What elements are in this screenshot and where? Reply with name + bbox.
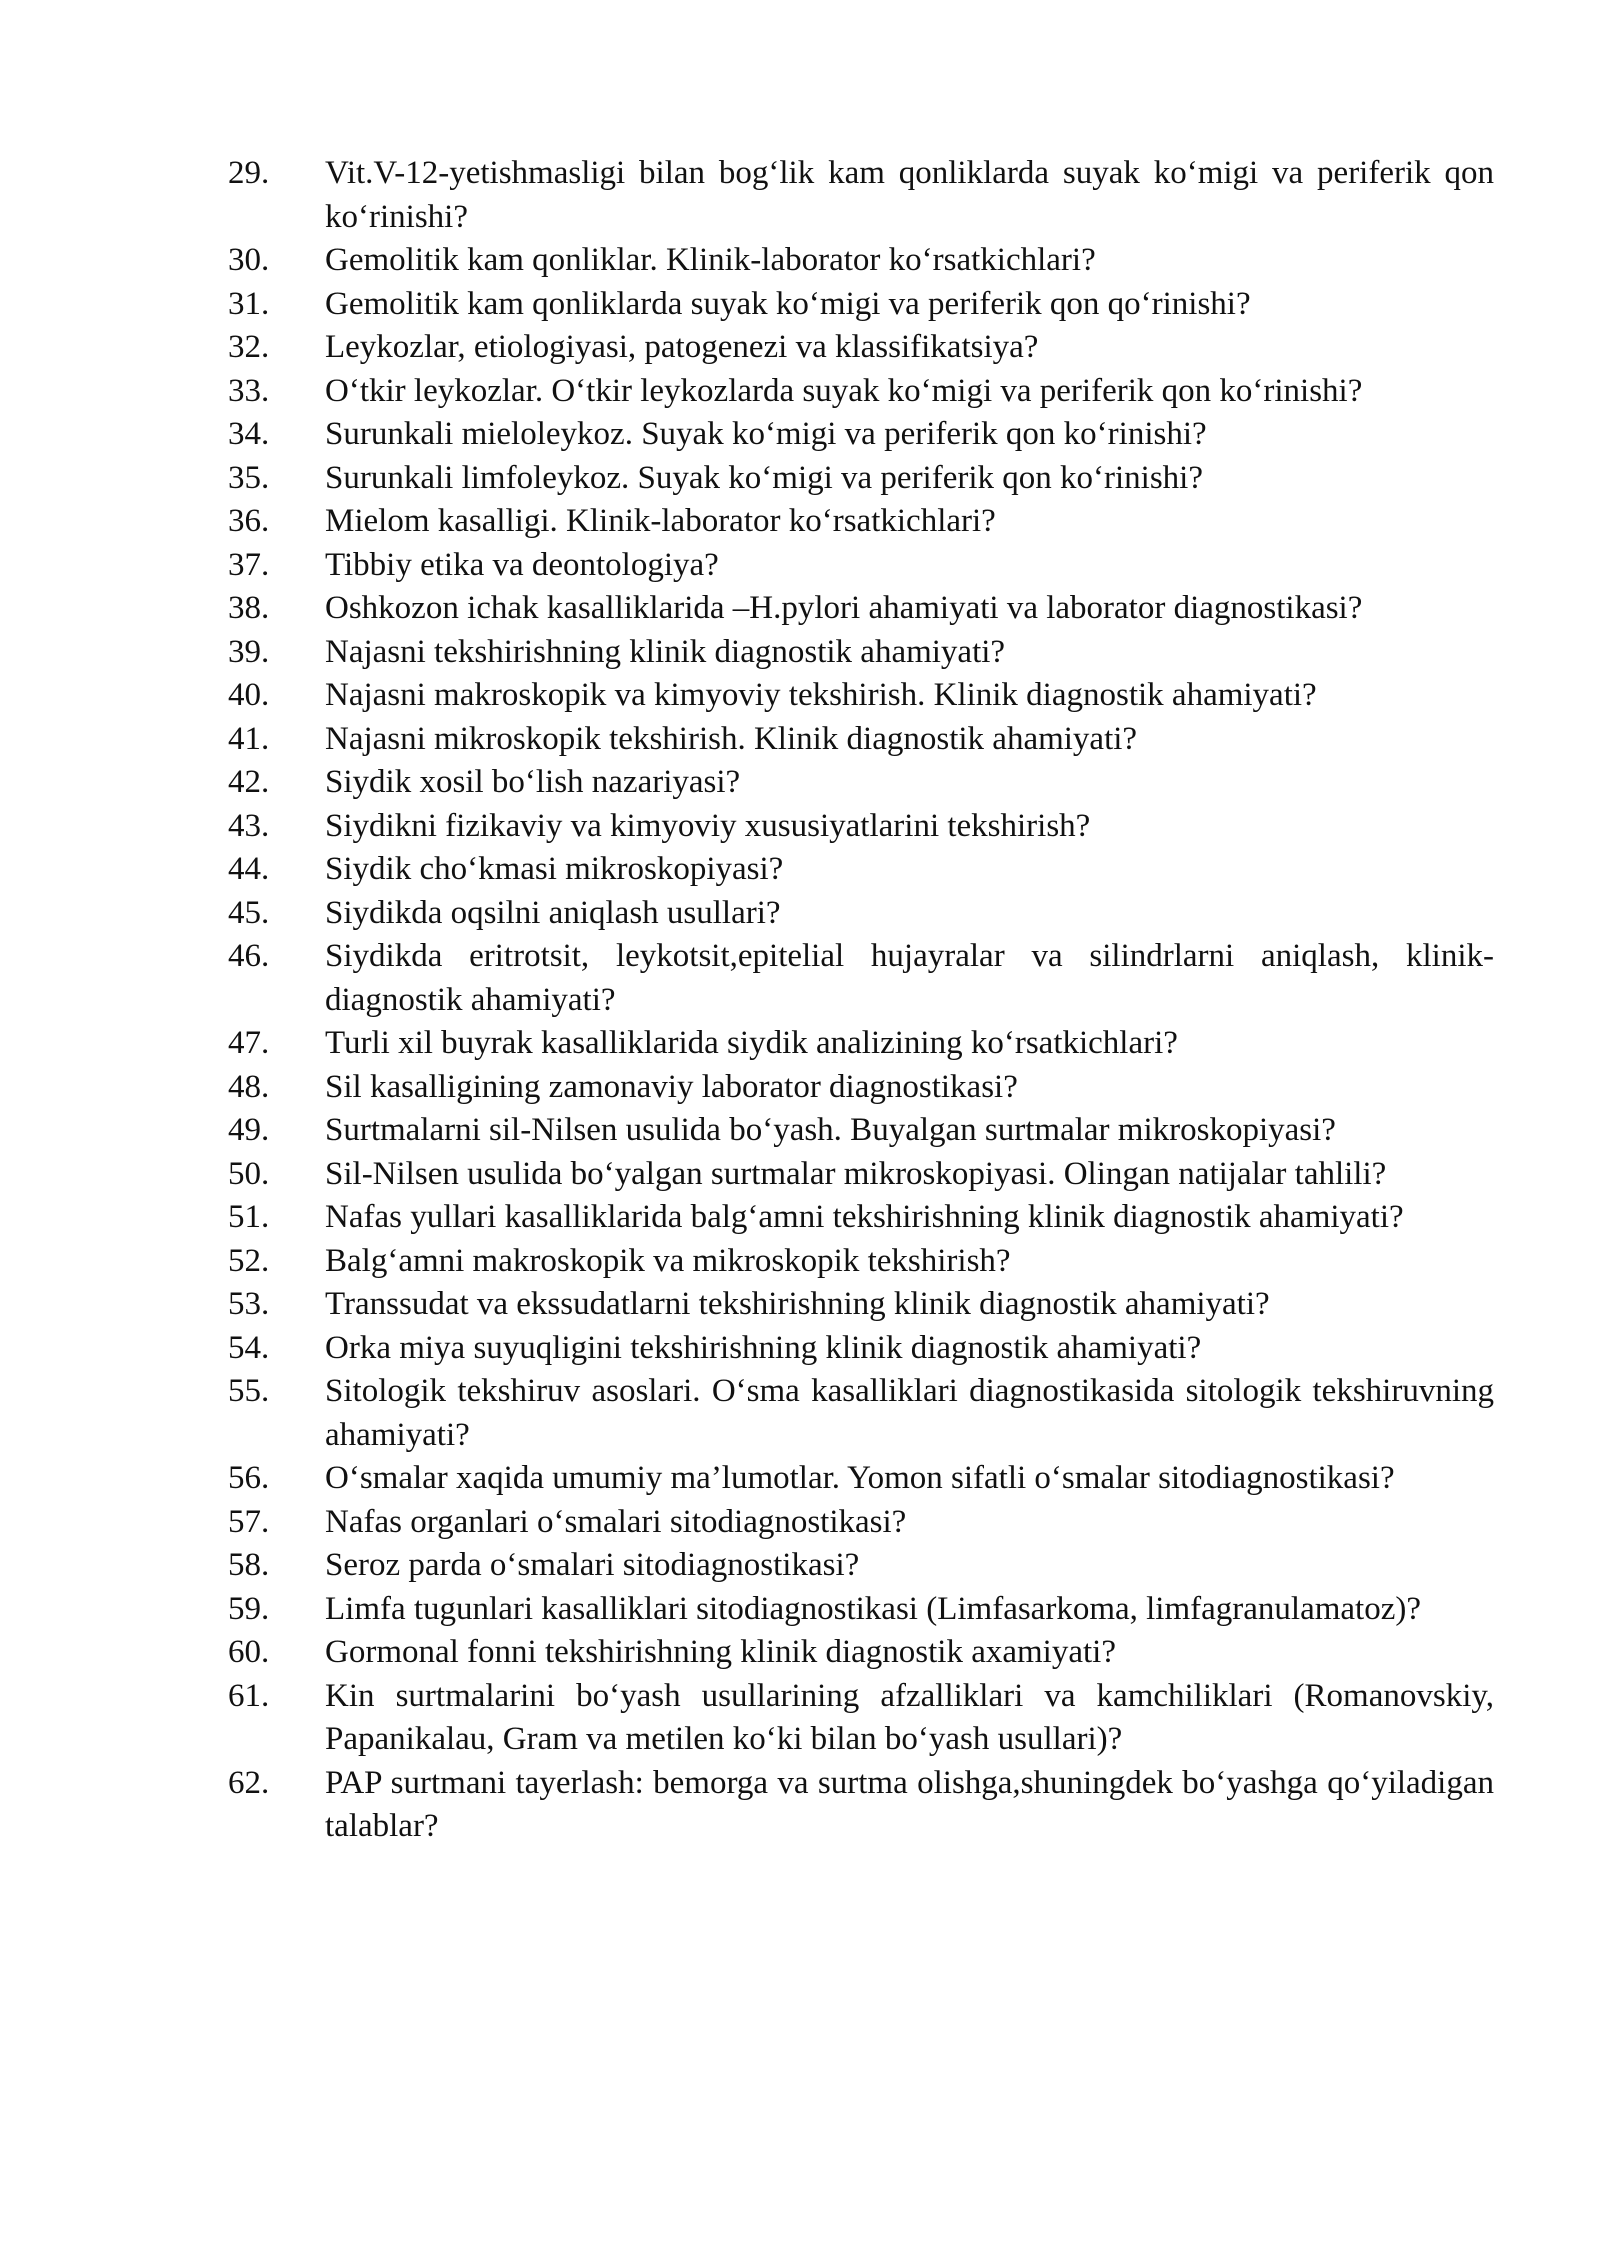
list-item [228,544,1494,588]
list-item [228,283,1494,327]
list-item [228,1066,1494,1110]
item-text: Kin surtmalarini bo‘yash usullarining afzalliklari va kamchiliklari (Romanovskiy, Papanikalau, Gram va metilen ko‘ki bilan bo‘yash usullari)? [325,1677,1494,1757]
item-number: 50. [228,1155,270,1192]
list-item [228,457,1494,501]
item-number: 58. [228,1547,270,1583]
list-item [228,1022,1494,1066]
question-list [228,152,1494,1849]
list-item [228,500,1494,544]
item-number: 31. [228,285,270,322]
list-item [228,152,1494,239]
list-item [228,370,1494,414]
list-item [228,1588,1494,1632]
item-text: Sil-Nilsen usulida bo‘yalgan surtmalar mikroskopiyasi. Olingan natijalar tahlili? [325,1155,1387,1192]
item-text: O‘smalar xaqida umumiy ma’lumotlar. Yomon sifatli o‘smalar sitodiagnostikasi? [325,1460,1395,1496]
item-text: Sitologik tekshiruv asoslari. O‘sma kasalliklari diagnostikasida sitologik tekshiruvning ahamiyati? [325,1373,1494,1453]
item-text: PAP surtmani tayerlash: bemorga va surtma olishga,shuningdek bo‘yashga qo‘yiladigan talablar? [325,1764,1494,1844]
item-text: Sil kasalligining zamonaviy laborator diagnostikasi? [325,1068,1018,1105]
item-text: Siydik xosil bo‘lish nazariyasi? [325,764,741,800]
item-number: 42. [228,764,270,800]
list-item [228,1196,1494,1240]
item-number: 44. [228,851,270,887]
item-text: Tibbiy etika va deontologiya? [325,546,719,583]
item-text: Siydik cho‘kmasi mikroskopiyasi? [325,851,784,887]
item-text: Gemolitik kam qonliklar. Klinik-laborator ko‘rsatkichlari? [325,242,1096,278]
list-item [228,1283,1494,1327]
item-number: 55. [228,1373,270,1409]
item-text: O‘tkir leykozlar. O‘tkir leykozlarda suyak ko‘migi va periferik qon ko‘rinishi? [325,372,1363,409]
item-text: Siydikda oqsilni aniqlash usullari? [325,894,781,931]
item-text: Mielom kasalligi. Klinik-laborator ko‘rsatkichlari? [325,503,996,539]
item-number: 43. [228,807,270,844]
list-item [228,1457,1494,1501]
item-number: 39. [228,633,270,670]
item-number: 41. [228,720,270,757]
list-item [228,1675,1494,1762]
item-text: Turli xil buyrak kasalliklarida siydik analizining ko‘rsatkichlari? [325,1025,1178,1061]
item-text: Balg‘amni makroskopik va mikroskopik tekshirish? [325,1242,1011,1279]
item-text: Surunkali limfoleykoz. Suyak ko‘migi va periferik qon ko‘rinishi? [325,459,1203,496]
list-item [228,1153,1494,1197]
list-item [228,1501,1494,1545]
list-item [228,239,1494,283]
item-number: 57. [228,1503,270,1540]
list-item [228,805,1494,849]
item-number: 45. [228,894,270,931]
item-number: 34. [228,416,270,452]
list-item [228,1762,1494,1849]
list-item [228,674,1494,718]
list-item [228,761,1494,805]
item-number: 46. [228,938,270,974]
item-number: 47. [228,1025,270,1061]
item-number: 56. [228,1460,270,1496]
item-text: Seroz parda o‘smalari sitodiagnostikasi? [325,1547,860,1583]
item-text: Gemolitik kam qonliklarda suyak ko‘migi va periferik qon qo‘rinishi? [325,285,1251,322]
item-number: 54. [228,1329,270,1366]
list-item [228,631,1494,675]
item-text: Leykozlar, etiologiyasi, patogenezi va klassifikatsiya? [325,329,1039,365]
item-number: 36. [228,503,270,539]
list-item [228,1109,1494,1153]
item-number: 61. [228,1677,270,1714]
item-number: 32. [228,329,270,365]
list-item [228,587,1494,631]
item-number: 53. [228,1286,270,1322]
item-text: Najasni mikroskopik tekshirish. Klinik diagnostik ahamiyati? [325,720,1138,757]
item-text: Gormonal fonni tekshirishning klinik diagnostik axamiyati? [325,1634,1116,1670]
item-text: Transsudat va ekssudatlarni tekshirishning klinik diagnostik ahamiyati? [325,1286,1270,1322]
item-text: Surunkali mieloleykoz. Suyak ko‘migi va periferik qon ko‘rinishi? [325,416,1207,452]
list-item [228,892,1494,936]
item-number: 29. [228,155,270,191]
item-text: Surtmalarni sil-Nilsen usulida bo‘yash. Buyalgan surtmalar mikroskopiyasi? [325,1112,1336,1148]
item-text: Siydikda eritrotsit, leykotsit,epitelial hujayralar va silindrlarni aniqlash, klinik-diagnostik ahamiyati? [325,938,1494,1018]
item-number: 59. [228,1590,270,1627]
list-item [228,718,1494,762]
item-number: 35. [228,459,270,496]
item-number: 62. [228,1764,270,1801]
item-text: Najasni makroskopik va kimyoviy tekshirish. Klinik diagnostik ahamiyati? [325,677,1317,713]
item-text: Oshkozon ichak kasalliklarida –H.pylori ahamiyati va laborator diagnostikasi? [325,590,1363,626]
item-number: 40. [228,677,270,713]
list-item [228,1370,1494,1457]
item-number: 51. [228,1199,270,1235]
item-number: 60. [228,1634,270,1670]
list-item [228,1631,1494,1675]
item-number: 37. [228,546,270,583]
item-text: Nafas organlari o‘smalari sitodiagnostikasi? [325,1503,907,1540]
item-text: Limfa tugunlari kasalliklari sitodiagnostikasi (Limfasarkoma, limfagranulamatoz)? [325,1590,1421,1627]
list-item [228,935,1494,1022]
item-number: 38. [228,590,270,626]
list-item [228,1327,1494,1371]
item-text: Siydikni fizikaviy va kimyoviy xususiyatlarini tekshirish? [325,807,1091,844]
list-item [228,1240,1494,1284]
item-text: Orka miya suyuqligini tekshirishning klinik diagnostik ahamiyati? [325,1329,1202,1366]
item-number: 49. [228,1112,270,1148]
list-item [228,1544,1494,1588]
item-number: 52. [228,1242,270,1279]
item-text: Nafas yullari kasalliklarida balg‘amni tekshirishning klinik diagnostik ahamiyati? [325,1199,1404,1235]
item-number: 30. [228,242,270,278]
item-text: Vit.V-12-yetishmasligi bilan bog‘lik kam qonliklarda suyak ko‘migi va periferik qon ko‘rinishi? [325,155,1494,235]
list-item [228,326,1494,370]
item-number: 48. [228,1068,270,1105]
list-item [228,848,1494,892]
item-text: Najasni tekshirishning klinik diagnostik ahamiyati? [325,633,1006,670]
list-item [228,413,1494,457]
item-number: 33. [228,372,270,409]
